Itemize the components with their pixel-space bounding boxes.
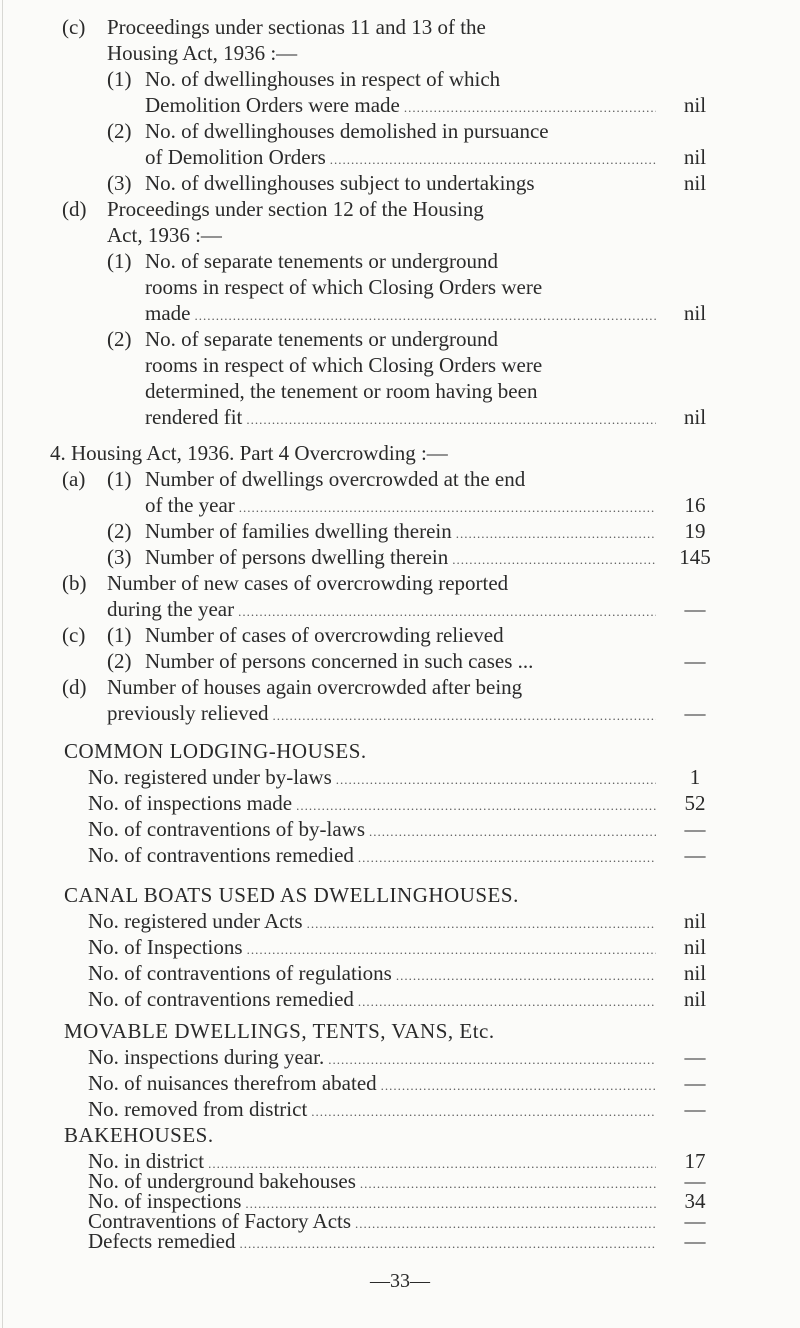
dot-leader (369, 816, 656, 845)
item-value: nil (683, 961, 707, 985)
dot-leader (246, 404, 656, 433)
item-text: No. of separate tenements or underground (145, 327, 499, 351)
section-d-label: (d) (62, 197, 87, 221)
dot-leader (311, 1096, 656, 1125)
section-4-heading: 4. Housing Act, 1936. Part 4 Overcrowding :— (50, 441, 448, 465)
item-number: (3) (107, 171, 132, 195)
dot-leader (194, 300, 656, 329)
leader-row (88, 960, 660, 989)
item-text: of Demolition Orders (145, 145, 326, 169)
dot-leader (238, 596, 656, 625)
lodging-heading: COMMON LODGING-HOUSES. (64, 739, 367, 763)
dot-leader (273, 700, 656, 729)
item-value: — (684, 597, 706, 621)
item-number: (2) (107, 519, 132, 543)
dot-leader (456, 518, 656, 547)
item-text: Number of new cases of overcrowding reported (107, 571, 509, 595)
item-text: rendered fit (145, 405, 243, 429)
item-value: — (684, 701, 706, 725)
dot-leader (404, 92, 656, 121)
item-number: (1) (107, 467, 132, 491)
leader-row (88, 1044, 660, 1073)
item-text: No. registered under Acts (88, 909, 303, 933)
item-text: Contraventions of Factory Acts (88, 1209, 352, 1233)
leader-row (107, 700, 660, 729)
section-d-title: Proceedings under section 12 of the Housing (107, 197, 484, 221)
item-text: No. inspections during year. (88, 1045, 325, 1069)
item-text: rooms in respect of which Closing Orders were (145, 353, 543, 377)
item-text: No. of inspections made (88, 791, 293, 815)
item-text: No. of inspections (88, 1189, 242, 1213)
section-d-title-cont: Act, 1936 :— (107, 223, 222, 247)
movable-heading: MOVABLE DWELLINGS, TENTS, VANS, Etc. (64, 1019, 495, 1043)
leader-row (88, 816, 660, 845)
item-number: (1) (107, 623, 132, 647)
item-text: No. removed from district (88, 1097, 308, 1121)
sub-label: (d) (62, 675, 87, 699)
item-value: — (684, 1071, 706, 1095)
leader-row (145, 404, 660, 433)
item-text: No. of separate tenements or underground (145, 249, 499, 273)
dot-leader (240, 1228, 656, 1257)
item-value: 145 (679, 545, 711, 569)
item-text: No. of contraventions remedied (88, 843, 354, 867)
section-c-title-cont: Housing Act, 1936 :— (107, 41, 298, 65)
item-text: No. of contraventions of by-laws (88, 817, 366, 841)
item-value: 34 (684, 1189, 706, 1213)
item-text: Demolition Orders were made (145, 93, 400, 117)
item-text: No. of dwellinghouses in respect of which (145, 67, 501, 91)
item-text: made (145, 301, 191, 325)
item-value: — (684, 1169, 706, 1193)
section-c-title: Proceedings under sectionas 11 and 13 of the (107, 15, 486, 39)
leader-row (145, 92, 660, 121)
item-number: (2) (107, 327, 132, 351)
item-text: Number of houses again overcrowded after being (107, 675, 523, 699)
leader-row (145, 300, 660, 329)
sub-label: (a) (62, 467, 86, 491)
leader-row (145, 144, 660, 173)
item-text: previously relieved (107, 701, 269, 725)
leader-row (88, 1070, 660, 1099)
page-edge (2, 0, 3, 1328)
item-value: 17 (684, 1149, 706, 1173)
leader-row (145, 544, 660, 573)
dot-leader (336, 764, 656, 793)
item-value: nil (683, 301, 707, 325)
dot-leader (358, 986, 656, 1015)
canal-heading: CANAL BOATS USED AS DWELLINGHOUSES. (64, 883, 519, 907)
dot-leader (381, 1070, 656, 1099)
leader-row (145, 518, 660, 547)
leader-row (88, 842, 660, 871)
item-text: during the year (107, 597, 235, 621)
item-value: nil (683, 935, 707, 959)
item-number: (3) (107, 545, 132, 569)
dot-leader (396, 960, 656, 989)
item-text: No. of dwellinghouses demolished in pursuance (145, 119, 549, 143)
sub-label: (c) (62, 623, 86, 647)
dot-leader (239, 492, 656, 521)
item-value: — (684, 817, 706, 841)
item-value: — (684, 1229, 706, 1253)
item-text: No. of dwellinghouses subject to undertakings (145, 171, 535, 195)
item-number: (2) (107, 119, 132, 143)
item-text: determined, the tenement or room having been (145, 379, 538, 403)
item-value: nil (683, 145, 707, 169)
item-value: 16 (684, 493, 706, 517)
item-value: — (684, 843, 706, 867)
item-number: (2) (107, 649, 132, 673)
item-value: 1 (689, 765, 701, 789)
dot-leader (330, 144, 656, 173)
leader-row (88, 1228, 660, 1257)
leader-row (88, 790, 660, 819)
page-number: —33— (370, 1270, 430, 1292)
sub-label: (b) (62, 571, 87, 595)
bakehouses-heading: BAKEHOUSES. (64, 1123, 214, 1147)
item-value: — (684, 1097, 706, 1121)
item-text: No. of contraventions of regulations (88, 961, 392, 985)
item-text: Number of cases of overcrowding relieved (145, 623, 504, 647)
leader-row (88, 908, 660, 937)
dot-leader (296, 790, 656, 819)
dot-leader (307, 908, 656, 937)
leader-row (88, 986, 660, 1015)
item-text: rooms in respect of which Closing Orders were (145, 275, 543, 299)
leader-row (88, 934, 660, 963)
item-text: No. of Inspections (88, 935, 243, 959)
item-number: (1) (107, 67, 132, 91)
item-value: — (684, 649, 706, 673)
leader-row (88, 1096, 660, 1125)
item-text: No. registered under by-laws (88, 765, 332, 789)
item-text: Number of persons dwelling therein (145, 545, 449, 569)
dot-leader (328, 1044, 656, 1073)
dot-leader (358, 842, 656, 871)
item-text: No. of contraventions remedied (88, 987, 354, 1011)
item-text: No. of nuisances therefrom abated (88, 1071, 377, 1095)
item-text: Number of families dwelling therein (145, 519, 452, 543)
item-text: No. in district (88, 1149, 205, 1173)
item-value: nil (683, 93, 707, 117)
item-value: — (684, 1209, 706, 1233)
item-text: No. of underground bakehouses (88, 1169, 356, 1193)
item-value: nil (683, 171, 707, 195)
item-value: — (684, 1045, 706, 1069)
item-value: 19 (684, 519, 706, 543)
item-value: nil (683, 405, 707, 429)
leader-row (88, 764, 660, 793)
leader-row (145, 492, 660, 521)
item-value: nil (683, 909, 707, 933)
item-text: Number of persons concerned in such cases ... (145, 649, 534, 673)
leader-row (107, 596, 660, 625)
item-text: Number of dwellings overcrowded at the end (145, 467, 526, 491)
dot-leader (247, 934, 656, 963)
item-value: 52 (684, 791, 706, 815)
section-c-label: (c) (62, 15, 86, 39)
item-value: nil (683, 987, 707, 1011)
item-text: of the year (145, 493, 235, 517)
item-number: (1) (107, 249, 132, 273)
item-text: Defects remedied (88, 1229, 236, 1253)
dot-leader (452, 544, 656, 573)
